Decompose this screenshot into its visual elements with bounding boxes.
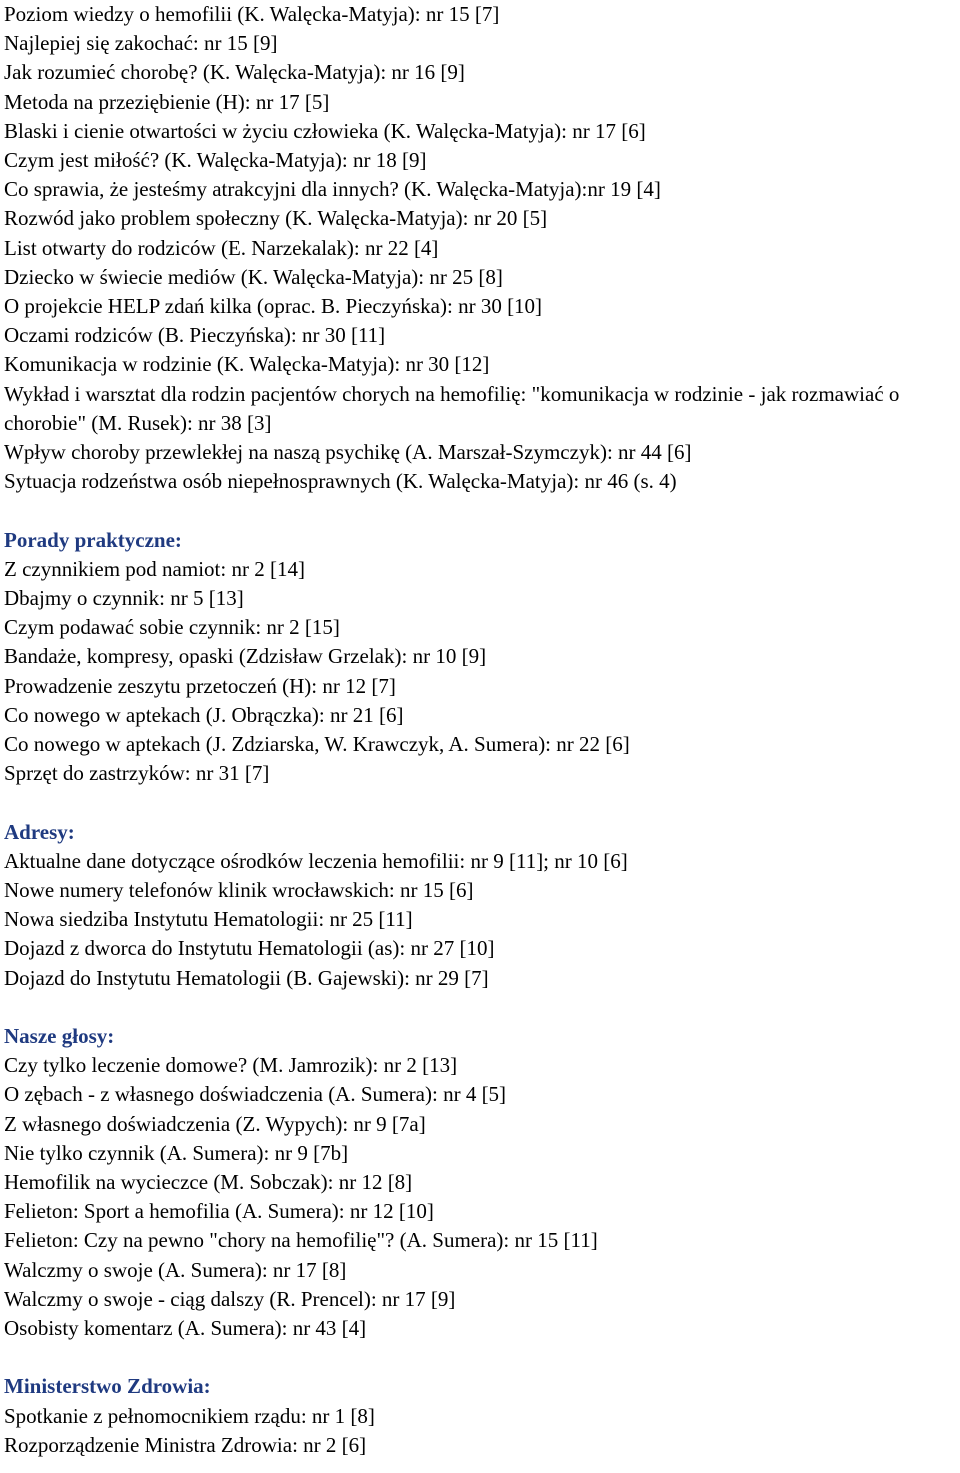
- list-item: Osobisty komentarz (A. Sumera): nr 43 [4]: [4, 1316, 367, 1341]
- list-item: Czy tylko leczenie domowe? (M. Jamrozik): nr 2 [13]: [4, 1053, 458, 1078]
- section-heading: Nasze głosy:: [4, 1024, 115, 1049]
- list-item: Hemofilik na wycieczce (M. Sobczak): nr 12 [8]: [4, 1170, 413, 1195]
- list-item: Dbajmy o czynnik: nr 5 [13]: [4, 586, 244, 611]
- list-item: Wykład i warsztat dla rodzin pacjentów chorych na hemofilię: "komunikacja w rodzinie - jak rozmawiać o chorobie" (M. Rusek): nr 38 [3]: [4, 381, 900, 435]
- list-item: Felieton: Czy na pewno "chory na hemofilię"? (A. Sumera): nr 15 [11]: [4, 1228, 598, 1253]
- list-item: Oczami rodziców (B. Pieczyńska): nr 30 [11]: [4, 323, 386, 348]
- porady-section: [4, 526, 954, 789]
- section-spacer: [4, 788, 954, 817]
- list-item: O projekcie HELP zdań kilka (oprac. B. Pieczyńska): nr 30 [10]: [4, 294, 543, 319]
- ministerstwo-section: [4, 1372, 954, 1460]
- list-item: Co nowego w aptekach (J. Zdziarska, W. Krawczyk, A. Sumera): nr 22 [6]: [4, 732, 630, 757]
- list-item: Komunikacja w rodzinie (K. Walęcka-Matyja): nr 30 [12]: [4, 352, 490, 377]
- list-item: O zębach - z własnego doświadczenia (A. Sumera): nr 4 [5]: [4, 1082, 507, 1107]
- list-item: Felieton: Sport a hemofilia (A. Sumera): nr 12 [10]: [4, 1199, 434, 1224]
- list-item: Jak rozumieć chorobę? (K. Walęcka-Matyja): nr 16 [9]: [4, 60, 465, 85]
- glosy-section: [4, 1022, 954, 1343]
- section-heading: Porady praktyczne:: [4, 527, 182, 552]
- list-item: Spotkanie z pełnomocnikiem rządu: nr 1 [8]: [4, 1403, 375, 1428]
- list-item: Z czynnikiem pod namiot: nr 2 [14]: [4, 556, 305, 581]
- list-item: Rozwód jako problem społeczny (K. Walęcka-Matyja): nr 20 [5]: [4, 206, 548, 231]
- list-item: Bandaże, kompresy, opaski (Zdzisław Grzelak): nr 10 [9]: [4, 644, 487, 669]
- section-heading: Ministerstwo Zdrowia:: [4, 1374, 211, 1399]
- intro-section: [4, 0, 954, 496]
- section-spacer: [4, 993, 954, 1022]
- section-spacer: [4, 496, 954, 525]
- list-item: Wpływ choroby przewlekłej na naszą psychikę (A. Marszał-Szymczyk): nr 44 [6]: [4, 440, 692, 465]
- list-item: Najlepiej się zakochać: nr 15 [9]: [4, 31, 278, 56]
- list-item: Dojazd do Instytutu Hematologii (B. Gajewski): nr 29 [7]: [4, 965, 489, 990]
- list-item: Z własnego doświadczenia (Z. Wypych): nr 9 [7a]: [4, 1111, 426, 1136]
- list-item: Aktualne dane dotyczące ośrodków leczenia hemofilii: nr 9 [11]; nr 10 [6]: [4, 848, 628, 873]
- list-item: Dojazd z dworca do Instytutu Hematologii (as): nr 27 [10]: [4, 936, 495, 961]
- list-item: Dziecko w świecie mediów (K. Walęcka-Matyja): nr 25 [8]: [4, 264, 503, 289]
- section-spacer: [4, 1343, 954, 1372]
- list-item: Rozporządzenie Ministra Zdrowia: nr 2 [6]: [4, 1432, 367, 1457]
- list-item: Blaski i cienie otwartości w życiu człowieka (K. Walęcka-Matyja): nr 17 [6]: [4, 118, 646, 143]
- list-item: Poziom wiedzy o hemofilii (K. Walęcka-Matyja): nr 15 [7]: [4, 2, 500, 26]
- list-item: Sytuacja rodzeństwa osób niepełnosprawnych (K. Walęcka-Matyja): nr 46 (s. 4): [4, 469, 677, 494]
- list-item: Czym jest miłość? (K. Walęcka-Matyja): nr 18 [9]: [4, 148, 427, 173]
- list-item: Prowadzenie zeszytu przetoczeń (H): nr 12 [7]: [4, 673, 396, 698]
- list-item: Walczmy o swoje (A. Sumera): nr 17 [8]: [4, 1257, 347, 1282]
- section-heading: Adresy:: [4, 819, 75, 844]
- adresy-section: [4, 818, 954, 993]
- list-item: Metoda na przeziębienie (H): nr 17 [5]: [4, 89, 330, 114]
- list-item: Nie tylko czynnik (A. Sumera): nr 9 [7b]: [4, 1140, 349, 1165]
- list-item: Sprzęt do zastrzyków: nr 31 [7]: [4, 761, 270, 786]
- list-item: Czym podawać sobie czynnik: nr 2 [15]: [4, 615, 340, 640]
- list-item: Nowa siedziba Instytutu Hematologii: nr 25 [11]: [4, 907, 413, 932]
- list-item: Co nowego w aptekach (J. Obrączka): nr 21 [6]: [4, 702, 404, 727]
- list-item: List otwarty do rodziców (E. Narzekalak): nr 22 [4]: [4, 235, 439, 260]
- list-item: Co sprawia, że jesteśmy atrakcyjni dla innych? (K. Walęcka-Matyja):nr 19 [4]: [4, 177, 661, 202]
- list-item: Nowe numery telefonów klinik wrocławskich: nr 15 [6]: [4, 878, 474, 903]
- list-item: Walczmy o swoje - ciąg dalszy (R. Prencel): nr 17 [9]: [4, 1286, 456, 1311]
